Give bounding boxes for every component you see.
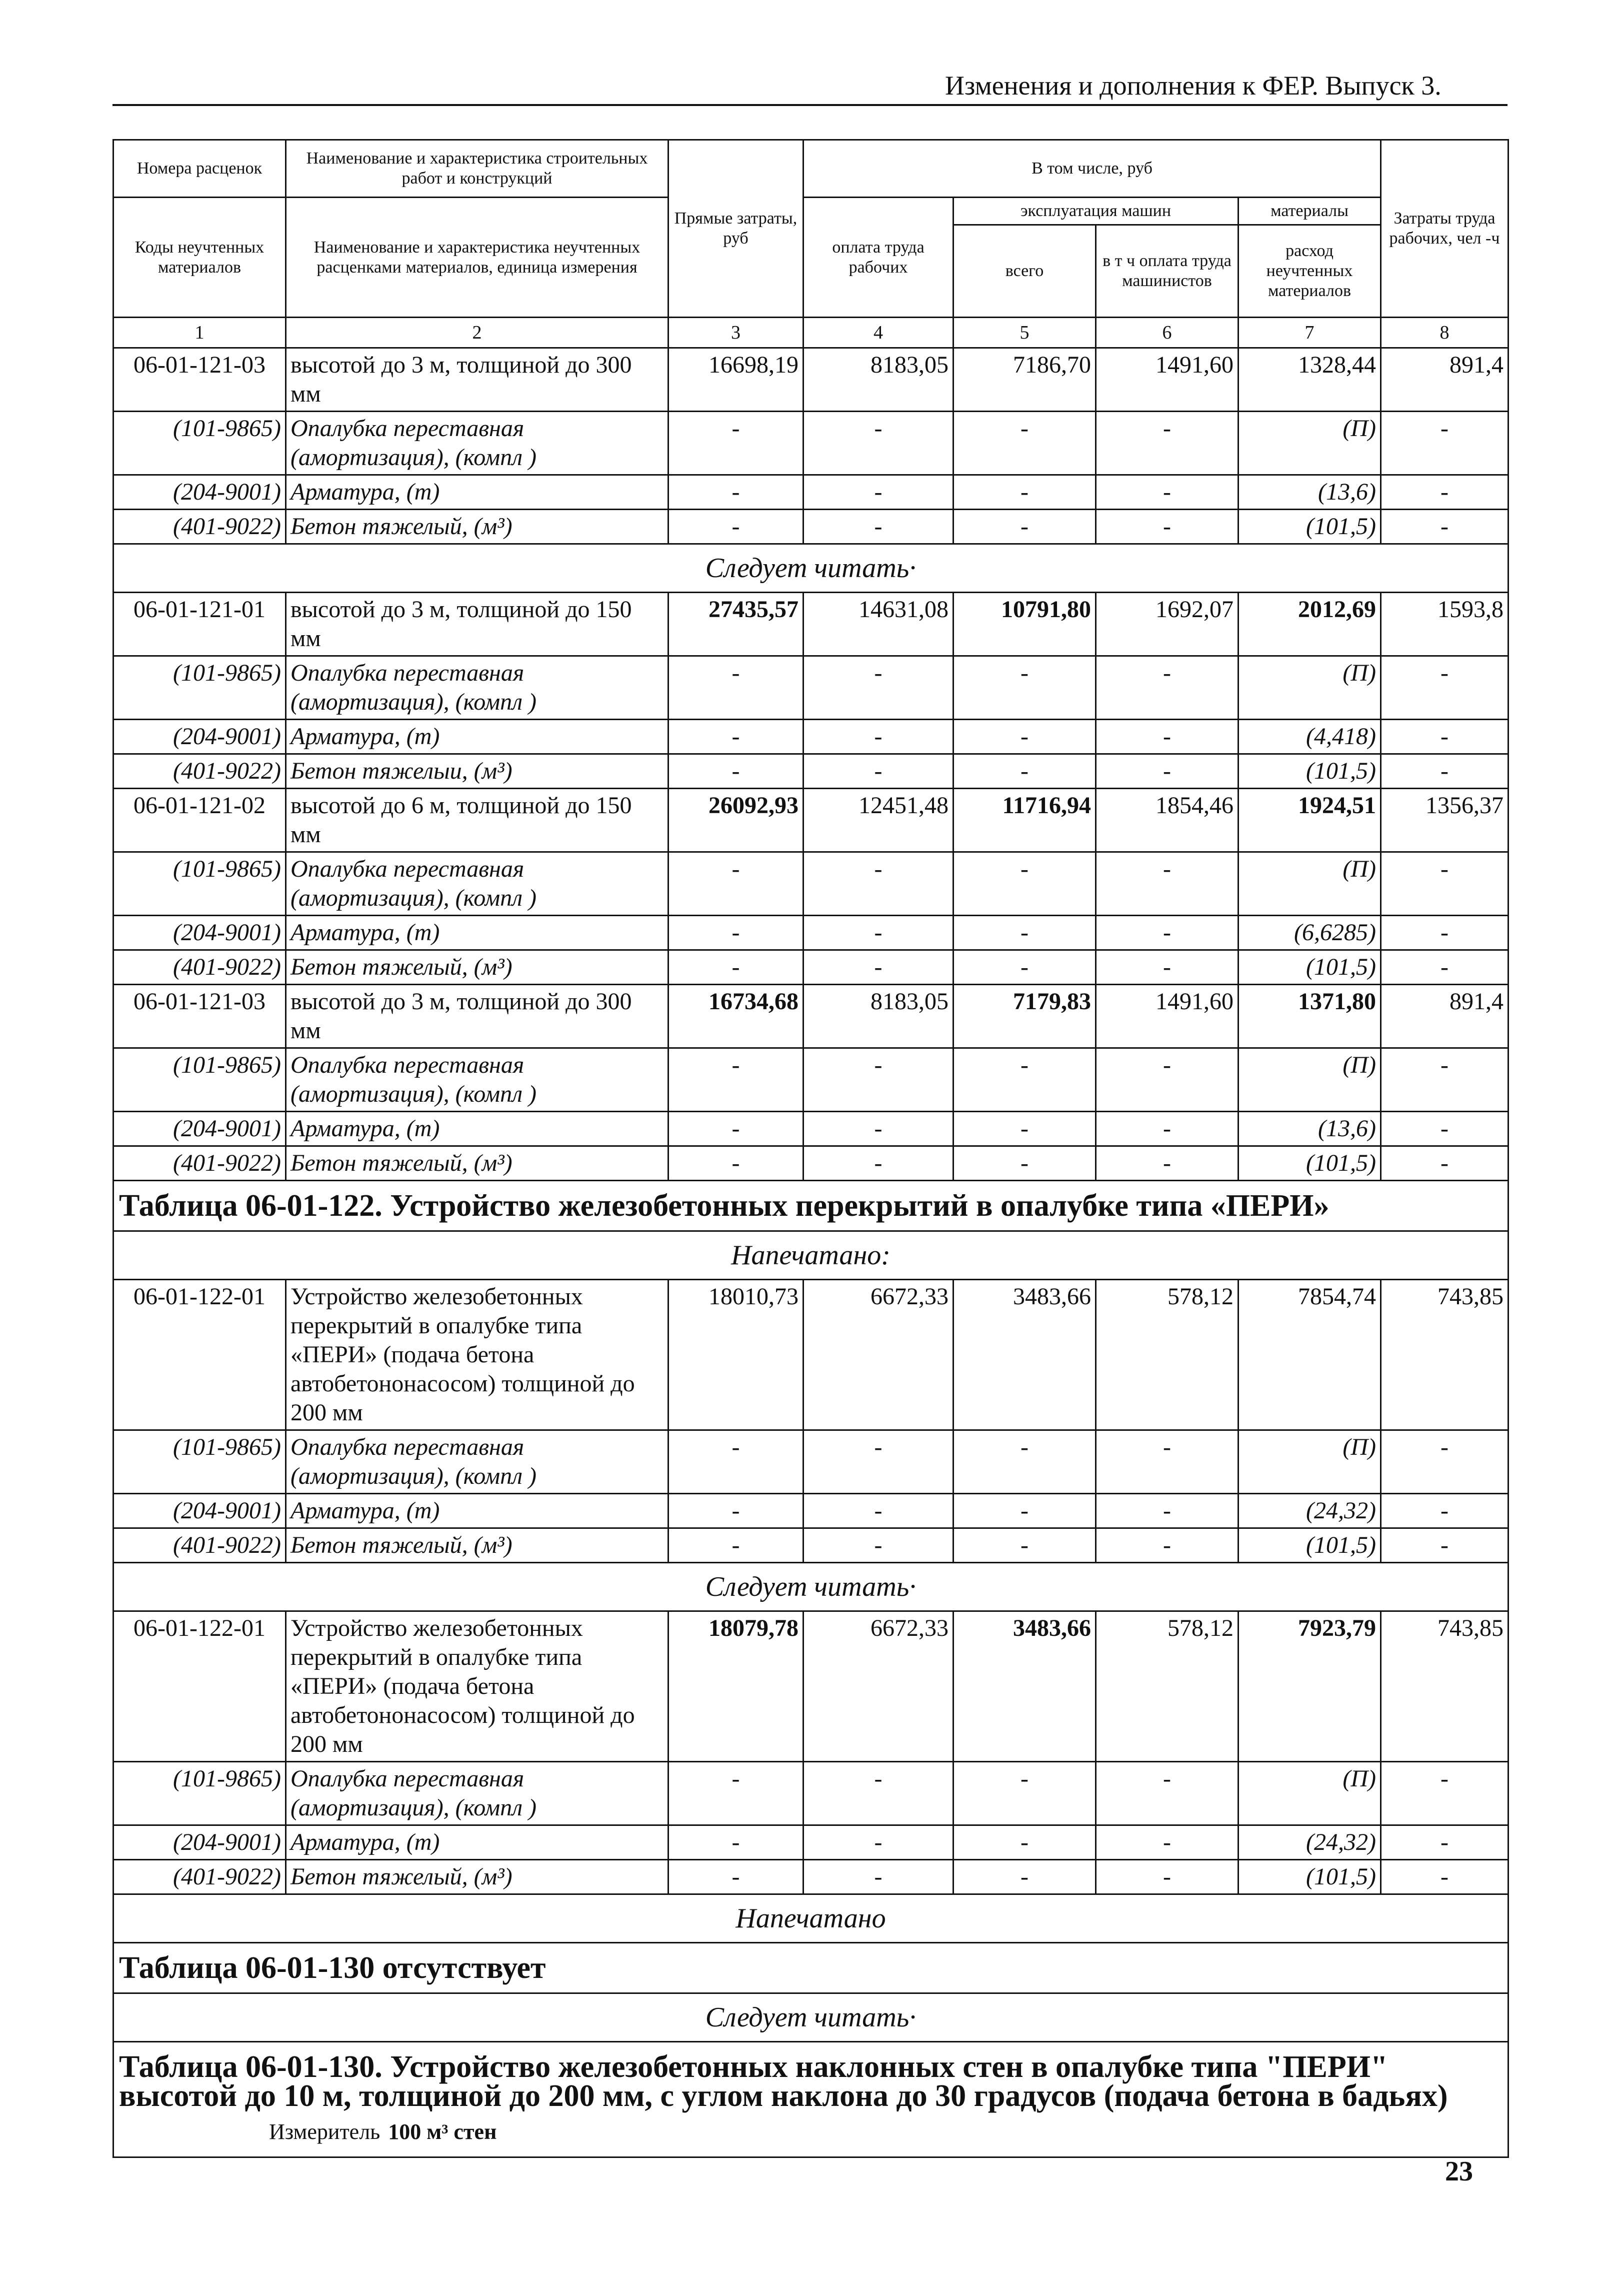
value-mach-wage: - xyxy=(1096,1048,1238,1112)
rate-name: Бетон тяжелый, (м³) xyxy=(286,1146,668,1181)
col-mach-wage: в т ч оплата труда машинистов xyxy=(1096,225,1238,318)
col-number: 3 xyxy=(668,318,804,348)
value-wage: - xyxy=(804,950,954,985)
table-title-cell xyxy=(114,1181,1508,1231)
value-wage: 8183,05 xyxy=(804,348,954,412)
value-mach: - xyxy=(954,510,1096,544)
col-mat-unacc: расход неучтенных материалов xyxy=(1238,225,1381,318)
value-mach: - xyxy=(954,1112,1096,1146)
value-mach: - xyxy=(954,475,1096,510)
value-labor: 891,4 xyxy=(1381,985,1508,1048)
value-labor: - xyxy=(1381,1494,1508,1528)
value-mach-wage: - xyxy=(1096,950,1238,985)
value-wage: - xyxy=(804,1146,954,1181)
col-incl: В том числе, руб xyxy=(804,140,1381,198)
rate-name: Арматура, (т) xyxy=(286,1494,668,1528)
value-direct: - xyxy=(668,510,804,544)
col-materials: материалы xyxy=(1238,198,1381,225)
material-row xyxy=(114,1860,1508,1894)
rate-code: (101-9865) xyxy=(114,656,286,720)
table-title-cell xyxy=(114,2042,1508,2157)
value-direct: 16734,68 xyxy=(668,985,804,1048)
section-note: Напечатано: xyxy=(114,1231,1508,1280)
value-mat: 7923,79 xyxy=(1238,1611,1381,1762)
table-title: Таблица 06-01-130 отсутствует xyxy=(119,1951,546,1985)
value-mach: - xyxy=(954,1430,1096,1494)
value-mat: (101,5) xyxy=(1238,510,1381,544)
column-numbers xyxy=(114,318,1508,348)
rate-name: Бетон тяжелый, (м³) xyxy=(286,950,668,985)
rate-name: высотой до 6 м, толщиной до 150 мм xyxy=(286,789,668,852)
material-row xyxy=(114,1494,1508,1528)
value-direct: - xyxy=(668,1146,804,1181)
value-wage: - xyxy=(804,1825,954,1860)
rate-code: 06-01-121-03 xyxy=(114,348,286,412)
value-wage: 6672,33 xyxy=(804,1280,954,1430)
value-labor: - xyxy=(1381,720,1508,754)
value-mach: - xyxy=(954,1860,1096,1894)
value-mach: - xyxy=(954,1048,1096,1112)
material-row xyxy=(114,510,1508,544)
value-wage: - xyxy=(804,1112,954,1146)
rate-row xyxy=(114,348,1508,412)
note-row xyxy=(114,1894,1508,1943)
rate-name: Устройство железобетонных перекрытий в опалубке типа «ПЕРИ» (подача бетона автобетононасосом) толщиной до 200 мм xyxy=(286,1611,668,1762)
value-direct: - xyxy=(668,475,804,510)
value-wage: - xyxy=(804,1048,954,1112)
value-labor: - xyxy=(1381,1528,1508,1563)
value-mach-wage: - xyxy=(1096,1762,1238,1825)
rate-code: (401-9022) xyxy=(114,950,286,985)
rate-name: Опалубка переставная (амортизация), (компл ) xyxy=(286,656,668,720)
col-num-bottom: Коды неучтенных материалов xyxy=(114,198,286,318)
rate-name: Опалубка переставная (амортизация), (компл ) xyxy=(286,412,668,475)
rate-name: Арматура, (т) xyxy=(286,475,668,510)
page-number: 23 xyxy=(1445,2156,1473,2187)
value-labor: - xyxy=(1381,1762,1508,1825)
section-note: Следует читать· xyxy=(114,1993,1508,2042)
rate-name: высотой до 3 м, толщиной до 150 мм xyxy=(286,593,668,656)
rate-name: Арматура, (т) xyxy=(286,916,668,950)
value-mat: 1924,51 xyxy=(1238,789,1381,852)
table-body xyxy=(114,348,1508,2157)
value-labor: - xyxy=(1381,510,1508,544)
value-mach-wage: - xyxy=(1096,754,1238,789)
value-mat: 7854,74 xyxy=(1238,1280,1381,1430)
value-labor: - xyxy=(1381,475,1508,510)
note-row xyxy=(114,1993,1508,2042)
value-mat: 1371,80 xyxy=(1238,985,1381,1048)
value-mat: (101,5) xyxy=(1238,1528,1381,1563)
material-row xyxy=(114,852,1508,916)
value-mach-wage: - xyxy=(1096,1146,1238,1181)
material-row xyxy=(114,1762,1508,1825)
col-machines: эксплуатация машин xyxy=(954,198,1238,225)
value-labor: - xyxy=(1381,1860,1508,1894)
value-labor: - xyxy=(1381,754,1508,789)
rate-code: (401-9022) xyxy=(114,1528,286,1563)
title-row xyxy=(114,1943,1508,1993)
value-direct: 18010,73 xyxy=(668,1280,804,1430)
table-title-cell xyxy=(114,1943,1508,1993)
value-direct: - xyxy=(668,754,804,789)
value-direct: 26092,93 xyxy=(668,789,804,852)
value-direct: - xyxy=(668,950,804,985)
material-row xyxy=(114,1146,1508,1181)
value-direct: 18079,78 xyxy=(668,1611,804,1762)
col-name-bottom: Наименование и характеристика неучтенных расценками материалов, единица измерения xyxy=(286,198,668,318)
material-row xyxy=(114,754,1508,789)
value-direct: 16698,19 xyxy=(668,348,804,412)
value-mach: 10791,80 xyxy=(954,593,1096,656)
value-direct: - xyxy=(668,852,804,916)
col-number: 6 xyxy=(1096,318,1238,348)
value-direct: - xyxy=(668,1494,804,1528)
rate-code: (101-9865) xyxy=(114,1430,286,1494)
value-direct: - xyxy=(668,1430,804,1494)
value-wage: - xyxy=(804,1430,954,1494)
material-row xyxy=(114,1825,1508,1860)
material-row xyxy=(114,1528,1508,1563)
col-number: 1 xyxy=(114,318,286,348)
material-row xyxy=(114,720,1508,754)
table-title: Таблица 06-01-122. Устройство железобетонных перекрытий в опалубке типа «ПЕРИ» xyxy=(119,1189,1330,1223)
material-row xyxy=(114,656,1508,720)
section-note: Напечатано xyxy=(114,1894,1508,1943)
col-labor: Затраты труда рабочих, чел -ч xyxy=(1381,140,1508,318)
value-labor: 743,85 xyxy=(1381,1611,1508,1762)
col-number: 8 xyxy=(1381,318,1508,348)
rate-code: (204-9001) xyxy=(114,1112,286,1146)
value-direct: - xyxy=(668,1048,804,1112)
value-mach: - xyxy=(954,412,1096,475)
value-mach-wage: 578,12 xyxy=(1096,1611,1238,1762)
value-mat: 2012,69 xyxy=(1238,593,1381,656)
rate-row xyxy=(114,1280,1508,1430)
rate-code: (101-9865) xyxy=(114,1048,286,1112)
value-mat: (13,6) xyxy=(1238,1112,1381,1146)
value-mach-wage: - xyxy=(1096,720,1238,754)
value-labor: - xyxy=(1381,656,1508,720)
value-direct: - xyxy=(668,1762,804,1825)
rate-code: (101-9865) xyxy=(114,852,286,916)
col-number: 2 xyxy=(286,318,668,348)
value-mach-wage: - xyxy=(1096,656,1238,720)
value-mach: 7179,83 xyxy=(954,985,1096,1048)
rate-code: (204-9001) xyxy=(114,475,286,510)
value-mat: (П) xyxy=(1238,852,1381,916)
value-wage: - xyxy=(804,1528,954,1563)
value-mach-wage: - xyxy=(1096,1825,1238,1860)
rate-code: (401-9022) xyxy=(114,1860,286,1894)
value-wage: - xyxy=(804,1494,954,1528)
rate-row xyxy=(114,985,1508,1048)
value-labor: 1356,37 xyxy=(1381,789,1508,852)
value-mat: (13,6) xyxy=(1238,475,1381,510)
value-wage: - xyxy=(804,412,954,475)
value-labor: - xyxy=(1381,950,1508,985)
value-direct: - xyxy=(668,1860,804,1894)
rate-row xyxy=(114,593,1508,656)
rate-code: (204-9001) xyxy=(114,916,286,950)
value-direct: - xyxy=(668,1825,804,1860)
value-mach: 11716,94 xyxy=(954,789,1096,852)
rate-name: Опалубка переставная (амортизация), (компл ) xyxy=(286,852,668,916)
value-mach-wage: 578,12 xyxy=(1096,1280,1238,1430)
value-mach: 7186,70 xyxy=(954,348,1096,412)
title-row xyxy=(114,1181,1508,1231)
note-row xyxy=(114,1563,1508,1611)
value-mach-wage: 1491,60 xyxy=(1096,985,1238,1048)
rate-code: (401-9022) xyxy=(114,510,286,544)
value-labor: - xyxy=(1381,412,1508,475)
value-mach-wage: - xyxy=(1096,1112,1238,1146)
value-mach-wage: - xyxy=(1096,916,1238,950)
value-labor: - xyxy=(1381,1146,1508,1181)
value-mat: (П) xyxy=(1238,656,1381,720)
value-mach-wage: - xyxy=(1096,1494,1238,1528)
table-title: Таблица 06-01-130. Устройство железобетонных наклонных стен в опалубке типа "ПЕРИ" высотой до 10 м, толщиной до 200 мм, с углом наклона до 30 градусов (подача бетона в бадьях) xyxy=(119,2050,1448,2113)
value-mach: 3483,66 xyxy=(954,1280,1096,1430)
value-mach-wage: 1491,60 xyxy=(1096,348,1238,412)
value-labor: - xyxy=(1381,1825,1508,1860)
rate-code: 06-01-121-02 xyxy=(114,789,286,852)
value-labor: 743,85 xyxy=(1381,1280,1508,1430)
col-number: 5 xyxy=(954,318,1096,348)
value-mach-wage: 1854,46 xyxy=(1096,789,1238,852)
rate-name: высотой до 3 м, толщиной до 300 мм xyxy=(286,985,668,1048)
rate-name: Арматура, (т) xyxy=(286,1825,668,1860)
material-row xyxy=(114,1112,1508,1146)
value-mach: 3483,66 xyxy=(954,1611,1096,1762)
value-mach: - xyxy=(954,1762,1096,1825)
note-row xyxy=(114,1231,1508,1280)
value-wage: - xyxy=(804,1860,954,1894)
value-mach: - xyxy=(954,916,1096,950)
rate-name: высотой до 3 м, толщиной до 300 мм xyxy=(286,348,668,412)
value-wage: - xyxy=(804,475,954,510)
value-labor: - xyxy=(1381,1112,1508,1146)
value-mach: - xyxy=(954,1528,1096,1563)
material-row xyxy=(114,950,1508,985)
rate-name: Опалубка переставная (амортизация), (компл ) xyxy=(286,1762,668,1825)
value-wage: - xyxy=(804,852,954,916)
value-labor: - xyxy=(1381,916,1508,950)
section-note: Следует читать· xyxy=(114,1563,1508,1611)
col-number: 4 xyxy=(804,318,954,348)
rate-name: Опалубка переставная (амортизация), (компл ) xyxy=(286,1048,668,1112)
value-labor: - xyxy=(1381,1430,1508,1494)
value-wage: 6672,33 xyxy=(804,1611,954,1762)
value-mach: - xyxy=(954,1825,1096,1860)
col-number: 7 xyxy=(1238,318,1381,348)
col-mach-total: всего xyxy=(954,225,1096,318)
col-num-top: Номера расценок xyxy=(114,140,286,198)
value-wage: - xyxy=(804,656,954,720)
value-labor: - xyxy=(1381,1048,1508,1112)
rate-code: (204-9001) xyxy=(114,1494,286,1528)
material-row xyxy=(114,1430,1508,1494)
value-mach-wage: - xyxy=(1096,510,1238,544)
value-wage: - xyxy=(804,1762,954,1825)
rate-code: (101-9865) xyxy=(114,412,286,475)
rates-table xyxy=(112,139,1509,2158)
rate-row xyxy=(114,1611,1508,1762)
value-mach-wage: - xyxy=(1096,1528,1238,1563)
rate-code: (101-9865) xyxy=(114,1762,286,1825)
meter-value: 100 м³ стен xyxy=(388,2119,497,2144)
rate-code: (204-9001) xyxy=(114,720,286,754)
header-rule xyxy=(112,104,1508,106)
value-mat: (101,5) xyxy=(1238,1860,1381,1894)
value-mach-wage: 1692,07 xyxy=(1096,593,1238,656)
title-row xyxy=(114,2042,1508,2157)
rate-name: Арматура, (т) xyxy=(286,1112,668,1146)
value-mat: (4,418) xyxy=(1238,720,1381,754)
col-wage: оплата труда рабочих xyxy=(804,198,954,318)
rate-code: 06-01-121-03 xyxy=(114,985,286,1048)
value-direct: - xyxy=(668,1112,804,1146)
value-mach-wage: - xyxy=(1096,852,1238,916)
value-mat: (П) xyxy=(1238,412,1381,475)
rate-code: 06-01-122-01 xyxy=(114,1280,286,1430)
material-row xyxy=(114,475,1508,510)
value-mat: (24,32) xyxy=(1238,1494,1381,1528)
value-mat: (24,32) xyxy=(1238,1825,1381,1860)
meter-label: Измеритель xyxy=(269,2119,380,2144)
material-row xyxy=(114,1048,1508,1112)
value-mach: - xyxy=(954,852,1096,916)
value-wage: - xyxy=(804,754,954,789)
value-mat: 1328,44 xyxy=(1238,348,1381,412)
rate-code: 06-01-121-01 xyxy=(114,593,286,656)
rate-name: Бетон тяжелый, (м³) xyxy=(286,510,668,544)
rate-row xyxy=(114,789,1508,852)
value-mach-wage: - xyxy=(1096,475,1238,510)
table-head xyxy=(114,140,1508,348)
value-direct: - xyxy=(668,656,804,720)
page-header: Изменения и дополнения к ФЕР. Выпуск 3. xyxy=(945,71,1442,101)
value-mach: - xyxy=(954,656,1096,720)
value-mach: - xyxy=(954,720,1096,754)
value-direct: - xyxy=(668,720,804,754)
col-name-top: Наименование и характеристика строительных работ и конструкций xyxy=(286,140,668,198)
rate-name: Арматура, (т) xyxy=(286,720,668,754)
value-mat: (П) xyxy=(1238,1762,1381,1825)
rate-code: (401-9022) xyxy=(114,1146,286,1181)
value-mat: (101,5) xyxy=(1238,1146,1381,1181)
value-wage: - xyxy=(804,720,954,754)
section-note: Следует читать· xyxy=(114,544,1508,593)
rate-name: Опалубка переставная (амортизация), (компл ) xyxy=(286,1430,668,1494)
value-mat: (П) xyxy=(1238,1430,1381,1494)
rate-name: Бетон тяжелый, (м³) xyxy=(286,1528,668,1563)
rate-code: 06-01-122-01 xyxy=(114,1611,286,1762)
rate-code: (204-9001) xyxy=(114,1825,286,1860)
value-direct: - xyxy=(668,916,804,950)
value-mach: - xyxy=(954,1494,1096,1528)
value-mach-wage: - xyxy=(1096,412,1238,475)
value-mat: (101,5) xyxy=(1238,950,1381,985)
rate-code: (401-9022) xyxy=(114,754,286,789)
value-mach: - xyxy=(954,754,1096,789)
value-direct: - xyxy=(668,412,804,475)
value-labor: 1593,8 xyxy=(1381,593,1508,656)
value-wage: 14631,08 xyxy=(804,593,954,656)
value-direct: - xyxy=(668,1528,804,1563)
material-row xyxy=(114,916,1508,950)
value-labor: - xyxy=(1381,852,1508,916)
value-mach: - xyxy=(954,1146,1096,1181)
value-mat: (6,6285) xyxy=(1238,916,1381,950)
value-mach-wage: - xyxy=(1096,1430,1238,1494)
value-mach-wage: - xyxy=(1096,1860,1238,1894)
col-direct: Прямые затраты, руб xyxy=(668,140,804,318)
value-wage: 12451,48 xyxy=(804,789,954,852)
value-labor: 891,4 xyxy=(1381,348,1508,412)
value-mach: - xyxy=(954,950,1096,985)
value-wage: - xyxy=(804,510,954,544)
value-wage: 8183,05 xyxy=(804,985,954,1048)
rate-name: Устройство железобетонных перекрытий в опалубке типа «ПЕРИ» (подача бетона автобетононасосом) толщиной до 200 мм xyxy=(286,1280,668,1430)
value-wage: - xyxy=(804,916,954,950)
meter-line xyxy=(269,2117,1502,2146)
material-row xyxy=(114,412,1508,475)
note-row xyxy=(114,544,1508,593)
value-mat: (101,5) xyxy=(1238,754,1381,789)
value-direct: 27435,57 xyxy=(668,593,804,656)
rate-name: Бетон тяжелый, (м³) xyxy=(286,1860,668,1894)
rate-name: Бетон тяжелыи, (м³) xyxy=(286,754,668,789)
value-mat: (П) xyxy=(1238,1048,1381,1112)
